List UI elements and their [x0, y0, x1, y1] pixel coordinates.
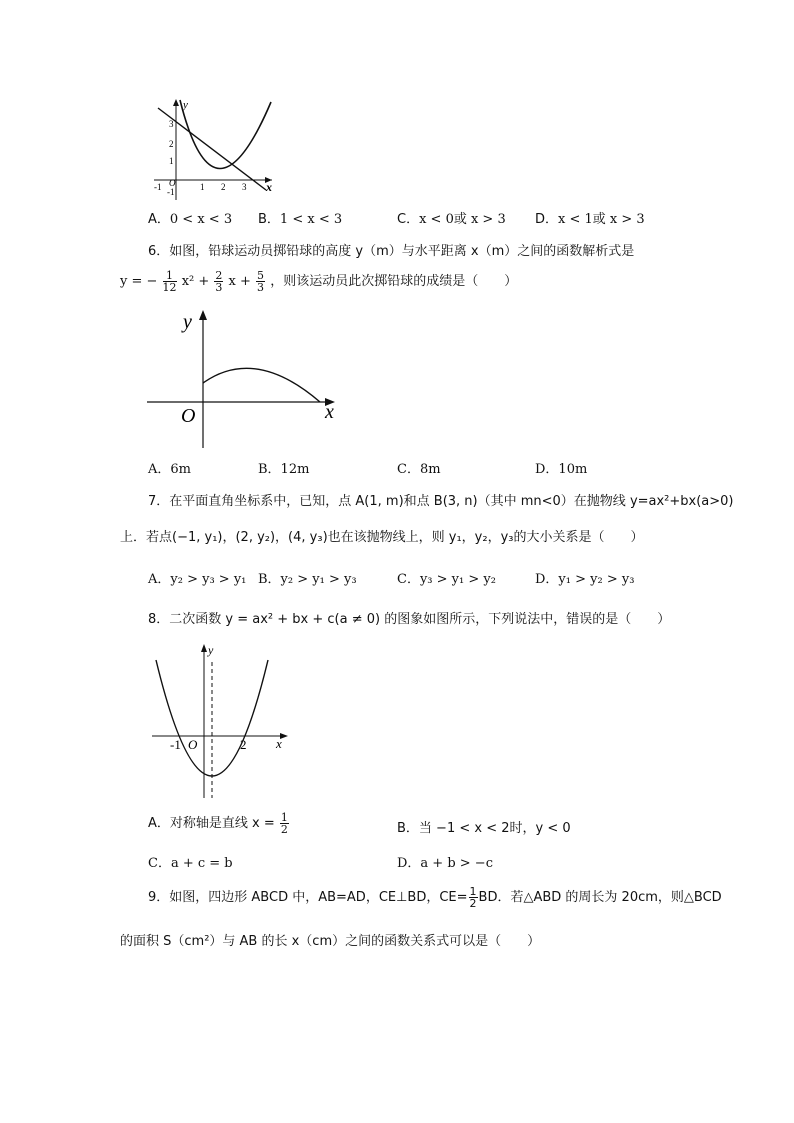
q5-label-o: O: [169, 178, 176, 188]
q5-option-c[interactable]: C．x < 0或 x > 3: [397, 212, 506, 227]
q5-option-d[interactable]: D．x < 1或 x > 3: [535, 212, 645, 227]
q5-tick-y2: 2: [169, 139, 174, 149]
q8-y-arrow: [201, 644, 207, 652]
q6-label-o: O: [181, 405, 196, 427]
q6-formula-mid2: x +: [228, 274, 251, 289]
q6-question-line1: 6．如图，铅球运动员掷铅球的高度 y（m）与水平距离 x（m）之间的函数解析式是: [148, 244, 635, 259]
q5-option-b[interactable]: B．1 < x < 3: [258, 212, 343, 227]
q6-formula-tail: ，则该运动员此次掷铅球的成绩是（ ）: [270, 274, 518, 289]
q8-label-o: O: [188, 737, 198, 752]
q6-graph: [145, 306, 345, 454]
q7-option-d[interactable]: D．y₁ > y₂ > y₃: [535, 572, 635, 587]
q5-tick-xm1: -1: [154, 182, 162, 192]
q8-option-d[interactable]: D．a + b > −c: [397, 856, 493, 871]
q6-formula-mid1: x² +: [181, 274, 210, 289]
q8-label-y: y: [208, 643, 214, 657]
q6-option-b[interactable]: B．12m: [258, 462, 310, 477]
q8-option-c[interactable]: C．a + c = b: [148, 856, 233, 871]
q7-option-c[interactable]: C．y₃ > y₁ > y₂: [397, 572, 496, 587]
q6-option-c[interactable]: C．8m: [397, 462, 441, 477]
q7-option-b[interactable]: B．y₂ > y₁ > y₃: [258, 572, 357, 587]
q5-tick-x2: 2: [221, 182, 226, 192]
q5-tick-ym1: -1: [167, 187, 175, 197]
q7-option-a[interactable]: A．y₂ > y₃ > y₁: [148, 572, 247, 587]
q9-question-line1: 9．如图，四边形 ABCD 中，AB=AD，CE⊥BD，CE= $\frac{1}{2}$ BD．若△ABD 的周长为 20cm，则△BCD: [148, 885, 722, 910]
q7-question-line1: 7．在平面直角坐标系中，已知，点 A(1, m)和点 B(3, n)（其中 mn<0）在抛物线 y=ax²+bx(a>0): [148, 494, 734, 509]
q5-label-x: x: [266, 180, 272, 194]
q6-option-a[interactable]: A．6m: [148, 462, 191, 477]
q6-trajectory: [203, 368, 320, 402]
q8-label-2: 2: [240, 737, 247, 752]
q5-tick-x1: 1: [200, 182, 205, 192]
q6-frac-1: $\frac{1}{12}$: [162, 269, 177, 294]
q8-option-b[interactable]: B．当 −1 < x < 2时，y < 0: [397, 821, 571, 836]
q6-option-d[interactable]: D．10m: [535, 462, 588, 477]
q5-tick-y3: 3: [169, 119, 174, 129]
q6-label-x: x: [325, 401, 334, 423]
q6-frac-2: $\frac{2}{3}$: [215, 269, 223, 294]
q6-question-line2: [120, 270, 517, 293]
q8-graph: [148, 640, 294, 802]
q5-option-a[interactable]: A．0 < x < 3: [148, 212, 233, 227]
q5-graph: [150, 96, 280, 204]
q5-label-y: y: [183, 99, 188, 111]
q5-tick-x3: 3: [242, 182, 247, 192]
q8-option-a[interactable]: A．对称轴是直线 x = $\frac{1}{2}$: [148, 811, 288, 836]
q8-label-x: x: [276, 736, 282, 751]
q9-question-line2: 的面积 S（cm²）与 AB 的长 x（cm）之间的函数关系式可以是（ ）: [120, 934, 541, 949]
q8-option-a-frac: $\frac{1}{2}$: [280, 811, 288, 836]
q8-label-m1: -1: [170, 737, 181, 752]
q6-y-arrow: [199, 310, 207, 320]
q5-tick-y1: 1: [169, 156, 174, 166]
q6-frac-3: $\frac{5}{3}$: [257, 269, 265, 294]
q9-frac: $\frac{1}{2}$: [469, 885, 477, 910]
q5-y-arrow: [173, 99, 179, 106]
q8-question-line1: 8．二次函数 y = ax² + bx + c(a ≠ 0) 的图象如图所示，下列说法中，错误的是（ ）: [148, 612, 671, 627]
q7-question-line2: 上．若点(−1, y₁)，(2, y₂)，(4, y₃)也在该抛物线上，则 y₁，y₂，y₃的大小关系是（ ）: [120, 530, 644, 545]
q6-formula-lead: y = −: [120, 274, 158, 289]
q6-label-y: y: [183, 311, 192, 333]
